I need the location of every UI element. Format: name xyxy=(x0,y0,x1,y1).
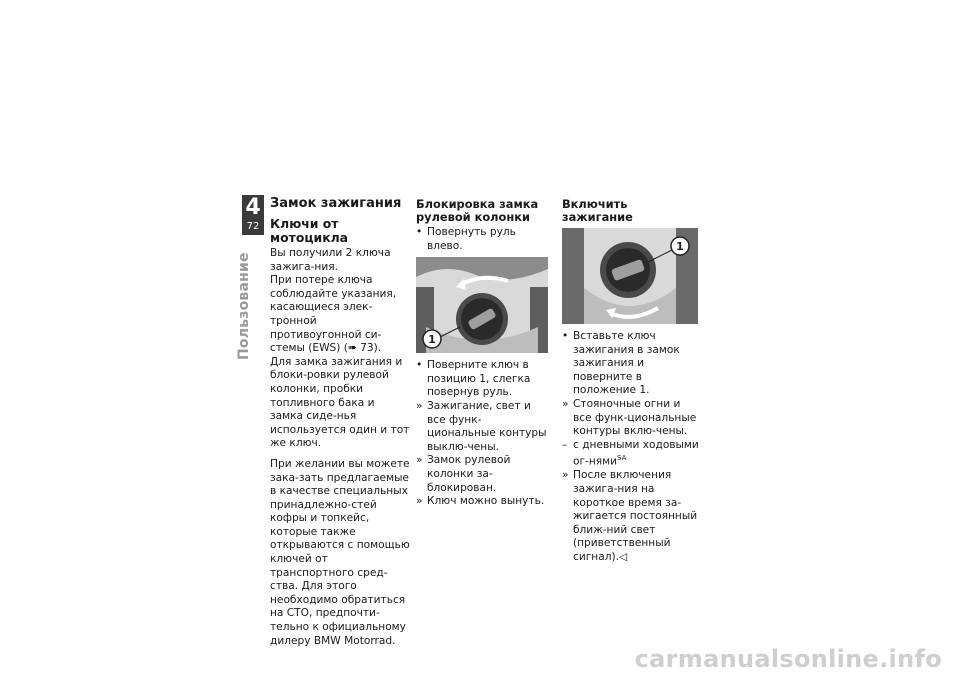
step-list xyxy=(416,359,550,509)
watermark-footer[interactable]: carmanualsonline.info xyxy=(634,645,942,673)
chapter-label: Пользование xyxy=(236,252,252,360)
list-item: • Повернуть руль влево. xyxy=(416,226,516,252)
section-title: Замок зажигания xyxy=(270,196,402,211)
callout-number: 1 xyxy=(428,333,436,347)
section-title: Включить зажигание xyxy=(562,197,633,224)
list-item: » После включения зажига-ния на короткое время за-жигается постоянный ближ-ний свет (приветственный сигнал).◁ xyxy=(562,469,698,564)
list-item: » Замок рулевой колонки за-блокирован. xyxy=(416,454,511,494)
section-title: Блокировка замка рулевой колонки xyxy=(416,197,539,224)
paragraph: Для замка зажигания и блоки-ровки рулевой колонки, пробки топливного бака и замка сиде-нья используется один и тот же ключ. xyxy=(270,355,410,450)
column-steering-lock xyxy=(416,198,550,509)
list-item: • Вставьте ключ зажигания в замок зажигания и поверните в положение 1. xyxy=(562,330,680,397)
paragraph: При желании вы можете зака-зать предлагаемые в качестве специальных принадлежно-стей кофры и топкейс, которые также открываются с помощью ключей от транспортного сред-ства. Для этого необходимо обратиться на СТО, предпочти-тельно к официальному дилеру BMW Motorrad. xyxy=(270,457,410,647)
paragraph: При потере ключа соблюдайте указания, касающиеся элек-тронной противоугонной си-стемы (EWS) (➠ 73). xyxy=(270,274,397,355)
paragraph: Вы получили 2 ключа зажига-ния. xyxy=(270,247,391,273)
list-item: » Зажигание, свет и все функ-циональные контуры выклю-чены. xyxy=(416,399,547,453)
ignition-lock-photo xyxy=(416,257,548,353)
ignition-key-photo xyxy=(562,228,698,324)
list-item: » Ключ можно вынуть. xyxy=(416,495,545,508)
callout-number: 1 xyxy=(676,240,684,253)
step-list xyxy=(562,330,700,565)
page-number: 72 xyxy=(246,221,260,232)
section-subtitle: Ключи от мотоцикла xyxy=(270,216,349,245)
list-item: – с дневными ходовыми ог-нями$^{SA}$ xyxy=(562,438,699,468)
chapter-tab xyxy=(242,195,264,235)
list-item: • Поверните ключ в позицию 1, слегка повернув руль. xyxy=(416,359,531,399)
column-ignition-lock xyxy=(270,196,410,648)
chapter-number: 4 xyxy=(245,195,261,220)
column-ignition-on xyxy=(562,198,700,565)
list-item: » Стояночные огни и все функ-циональные контуры вклю-чены. xyxy=(562,397,697,438)
